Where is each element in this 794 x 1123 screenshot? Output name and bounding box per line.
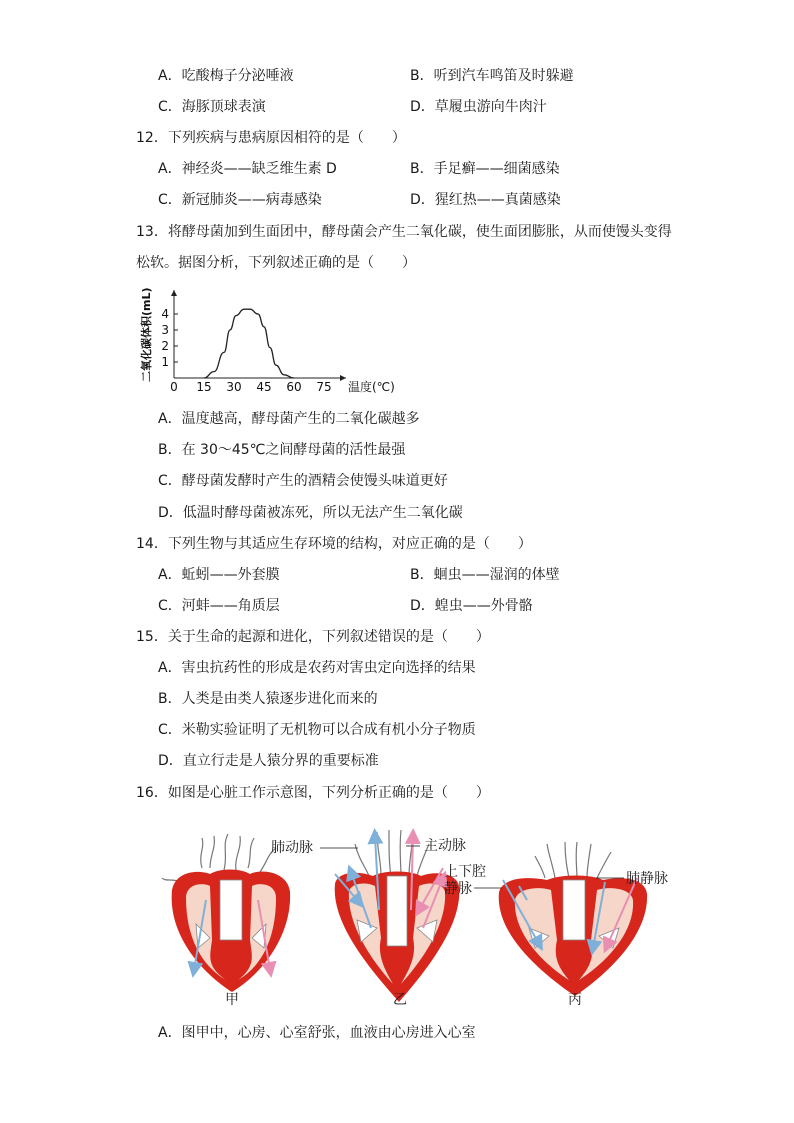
question-16-stem: 16．如图是心脏工作示意图，下列分析正确的是（ ）	[136, 785, 490, 801]
q15-option-a: A．害虫抗药性的形成是农药对害虫定向选择的结果	[158, 660, 476, 676]
q16-option-a: A．图甲中，心房、心室舒张，血液由心房进入心室	[158, 1025, 476, 1041]
x-tick-label: 45	[256, 380, 272, 394]
x-axis-arrow-icon	[340, 375, 346, 381]
label-pulmonary-vein: 肺静脉	[626, 871, 668, 887]
label-pulmonary-artery: 肺动脉	[271, 840, 313, 856]
y-tick-label: 1	[161, 355, 169, 369]
q15-option-d: D．直立行走是人猿分界的重要标准	[158, 753, 379, 769]
question-15-stem: 15．关于生命的起源和进化，下列叙述错误的是（ ）	[136, 629, 490, 645]
question-12-stem: 12．下列疾病与患病原因相符的是（ ）	[136, 130, 406, 146]
question-13-stem-line1: 13．将酵母菌加到生面团中，酵母菌会产生二氧化碳，使生面团膨胀，从而使馒头变得	[136, 224, 672, 240]
q12-option-a: A．神经炎——缺乏维生素 D	[158, 161, 337, 177]
q13-option-c: C．酵母菌发酵时产生的酒精会使馒头味道更好	[158, 473, 448, 489]
co2-curve	[204, 309, 294, 378]
question-14-stem: 14．下列生物与其适应生存环境的结构，对应正确的是（ ）	[136, 536, 532, 552]
heart-bing	[499, 842, 647, 996]
x-tick-label: 0	[170, 380, 178, 394]
label-jia: 甲	[225, 992, 239, 1008]
question-13-stem-line2: 松软。据图分析，下列叙述正确的是（ ）	[136, 255, 416, 271]
q14-option-d: D．蝗虫——外骨骼	[410, 598, 533, 614]
q14-option-a: A．蚯蚓——外套膜	[158, 567, 280, 583]
option-d: D．草履虫游向牛肉汁	[410, 99, 547, 115]
q13-option-d: D．低温时酵母菌被冻死，所以无法产生二氧化碳	[158, 505, 463, 521]
option-a: A．吃酸梅子分泌唾液	[158, 68, 294, 84]
heart-diagram	[140, 820, 700, 1015]
option-c: C．海豚顶球表演	[158, 99, 266, 115]
q15-option-b: B．人类是由类人猿逐步进化而来的	[158, 691, 378, 707]
x-axis-label: 温度(℃)	[348, 380, 395, 394]
option-b: B．听到汽车鸣笛及时躲避	[410, 68, 574, 84]
x-tick-label: 15	[196, 380, 212, 394]
label-yi: 乙	[393, 992, 407, 1008]
x-tick-label: 60	[286, 380, 302, 394]
label-vena-cava-line1: 上下腔	[444, 864, 486, 880]
q12-option-d: D．猩红热——真菌感染	[410, 192, 561, 208]
x-tick-label: 75	[316, 380, 332, 394]
q13-option-a: A．温度越高，酵母菌产生的二氧化碳越多	[158, 411, 420, 427]
y-tick-label: 4	[161, 307, 169, 321]
y-axis-arrow-icon	[171, 290, 177, 296]
heart-yi	[335, 830, 460, 1002]
q12-option-b: B．手足癣——细菌感染	[410, 161, 560, 177]
y-tick-label: 2	[161, 339, 169, 353]
y-tick-label: 3	[161, 323, 169, 337]
heart-jia	[162, 834, 290, 992]
label-vena-cava-line2: 静脉	[444, 881, 472, 897]
y-axis-label: 二氧化碳体积(mL)	[140, 287, 153, 382]
label-bing: 丙	[568, 992, 582, 1008]
q14-option-b: B．蛔虫——湿润的体壁	[410, 567, 560, 583]
q12-option-c: C．新冠肺炎——病毒感染	[158, 192, 322, 208]
q13-option-b: B．在 30～45℃之间酵母菌的活性最强	[158, 442, 406, 458]
x-tick-label: 30	[226, 380, 242, 394]
label-aorta: 主动脉	[424, 838, 466, 854]
co2-temperature-chart	[138, 286, 395, 396]
q14-option-c: C．河蚌——角质层	[158, 598, 280, 614]
q15-option-c: C．米勒实验证明了无机物可以合成有机小分子物质	[158, 722, 476, 738]
